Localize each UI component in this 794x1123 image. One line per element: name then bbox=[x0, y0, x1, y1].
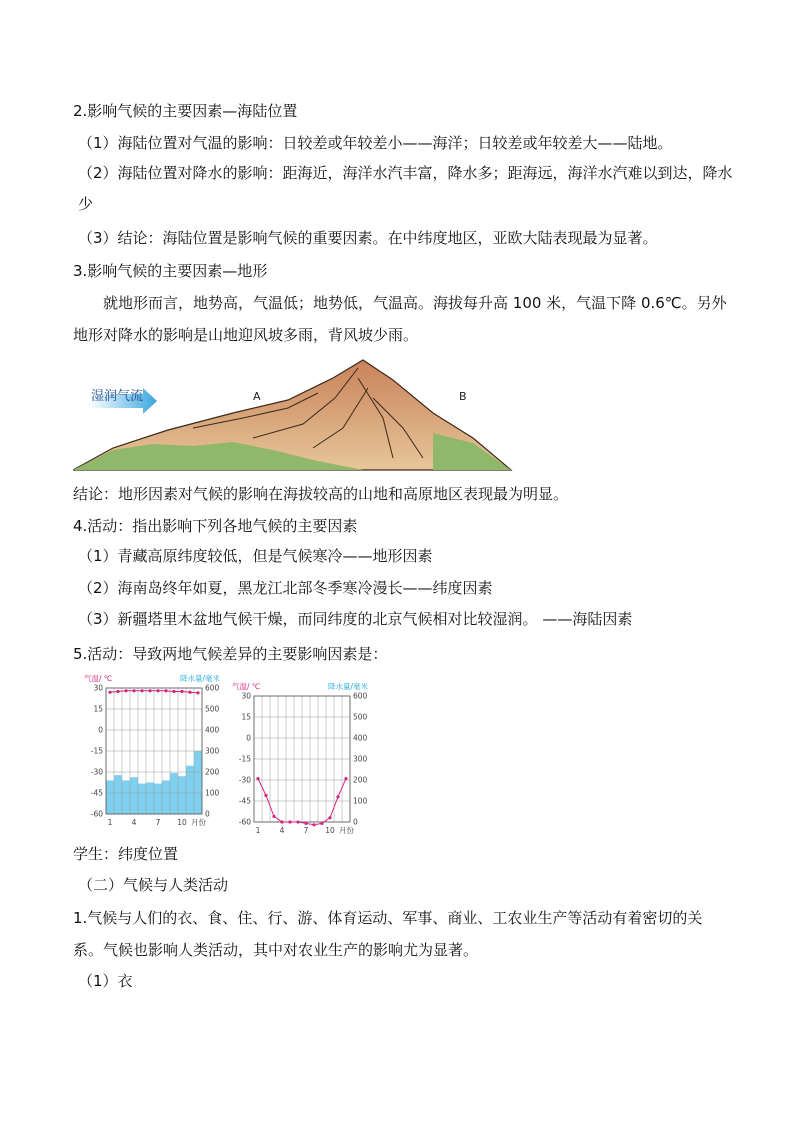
precip-tick-label: 600 bbox=[205, 683, 220, 693]
terrain-conclusion: 结论：地形因素对气候的影响在海拔较高的山地和高原地区表现最为明显。 bbox=[73, 485, 569, 503]
temp-point-12 bbox=[196, 691, 199, 694]
temp-tick-label: 15 bbox=[241, 712, 251, 722]
temp-point-5 bbox=[288, 820, 291, 823]
temp-axis-title: 气温/ ℃ bbox=[84, 674, 113, 683]
temp-tick-label: -30 bbox=[90, 767, 103, 777]
temp-point-3 bbox=[272, 815, 275, 818]
climate-chart-polar bbox=[232, 680, 372, 835]
temp-tick-label: -45 bbox=[90, 788, 103, 798]
paragraph-terrain: 就地形而言，地势高，气温低；地势低，气温高。海拔每升高 100 米，气温下降 0.6℃。另外地形对降水的影响是山地迎风坡多雨，背风坡少雨。 bbox=[73, 294, 727, 344]
precip-tick-label: 0 bbox=[353, 817, 358, 827]
temp-point-10 bbox=[180, 690, 183, 693]
month-tick-label: 7 bbox=[303, 826, 309, 835]
precip-tick-label: 200 bbox=[353, 775, 368, 785]
temp-point-8 bbox=[164, 689, 167, 692]
temp-point-1 bbox=[108, 691, 111, 694]
precip-bar-9 bbox=[170, 773, 178, 814]
item-clothing: （1）衣 bbox=[78, 972, 133, 990]
precip-tick-label: 500 bbox=[205, 704, 220, 714]
temp-point-1 bbox=[256, 777, 259, 780]
heading-terrain: 3.影响气候的主要因素—地形 bbox=[73, 262, 268, 280]
temp-point-12 bbox=[344, 777, 347, 780]
humid-airflow-label: 湿润气流 bbox=[91, 389, 144, 404]
precip-axis-title: 降水量/毫米 bbox=[328, 682, 369, 691]
item-temperature-effect: （1）海陆位置对气温的影响：日较差或年较差小——海洋；日较差或年较差大——陆地。 bbox=[78, 134, 673, 152]
point-b-label: B bbox=[459, 390, 467, 403]
precip-axis-title: 降水量/毫米 bbox=[180, 674, 221, 683]
point-a-label: A bbox=[253, 390, 261, 403]
month-tick-label: 1 bbox=[107, 818, 113, 827]
precip-tick-label: 400 bbox=[205, 725, 220, 735]
precip-tick-label: 100 bbox=[205, 788, 220, 798]
precip-bar-4 bbox=[130, 777, 138, 814]
precip-bar-10 bbox=[178, 776, 186, 814]
temp-tick-label: -15 bbox=[90, 746, 103, 756]
climate-chart-tropical bbox=[84, 672, 224, 832]
activity4-item1: （1）青藏高原纬度较低，但是气候寒冷——地形因素 bbox=[78, 547, 433, 565]
temp-point-4 bbox=[280, 820, 283, 823]
temp-point-10 bbox=[328, 816, 331, 819]
precip-tick-label: 400 bbox=[353, 733, 368, 743]
heading-activity5: 5.活动：导致两地气候差异的主要影响因素是： bbox=[73, 645, 388, 663]
temp-point-7 bbox=[156, 689, 159, 692]
month-tick-label: 7 bbox=[155, 818, 161, 827]
temp-point-4 bbox=[132, 689, 135, 692]
precip-bar-12 bbox=[194, 751, 202, 814]
temp-tick-label: 0 bbox=[246, 733, 251, 743]
precip-bar-3 bbox=[122, 780, 130, 814]
temp-tick-label: -45 bbox=[238, 796, 251, 806]
temp-point-6 bbox=[296, 820, 299, 823]
temp-axis-title: 气温/ ℃ bbox=[232, 682, 261, 691]
precip-bar-7 bbox=[154, 784, 162, 814]
temp-tick-label: -60 bbox=[90, 809, 103, 819]
student-answer: 学生：纬度位置 bbox=[73, 845, 179, 863]
month-axis-title: 月份 bbox=[191, 818, 206, 827]
temp-tick-label: 0 bbox=[98, 725, 103, 735]
temp-point-9 bbox=[172, 690, 175, 693]
precip-tick-label: 300 bbox=[205, 746, 220, 756]
precip-bar-2 bbox=[114, 775, 122, 814]
temp-point-2 bbox=[264, 794, 267, 797]
month-tick-label: 1 bbox=[255, 826, 261, 835]
heading-activity4: 4.活动：指出影响下列各地气候的主要因素 bbox=[73, 517, 358, 535]
activity4-item3: （3）新疆塔里木盆地气候干燥，而同纬度的北京气候相对比较湿润。 ——海陆因素 bbox=[78, 610, 633, 628]
precip-tick-label: 300 bbox=[353, 754, 368, 764]
climate-human-paragraph: 1.气候与人们的衣、食、住、行、游、体育运动、军事、商业、工农业生产等活动有着密切的关系。气候也影响人类活动，其中对农业生产的影响尤为显著。 bbox=[73, 909, 703, 959]
temp-tick-label: 30 bbox=[93, 683, 103, 693]
temp-point-9 bbox=[320, 822, 323, 825]
temp-point-11 bbox=[336, 795, 339, 798]
temp-tick-label: 15 bbox=[93, 704, 103, 714]
month-tick-label: 10 bbox=[177, 818, 187, 827]
temp-point-3 bbox=[124, 689, 127, 692]
precip-bar-8 bbox=[162, 780, 170, 814]
heading-climate-human: （二）气候与人类活动 bbox=[78, 876, 229, 894]
activity4-item2: （2）海南岛终年如夏，黑龙江北部冬季寒冷漫长——纬度因素 bbox=[78, 579, 493, 597]
temp-point-8 bbox=[312, 823, 315, 826]
precip-tick-label: 600 bbox=[353, 691, 368, 701]
temp-point-6 bbox=[148, 689, 151, 692]
month-tick-label: 4 bbox=[279, 826, 285, 835]
temp-tick-label: 30 bbox=[241, 691, 251, 701]
precip-bar-1 bbox=[106, 780, 114, 814]
temp-point-7 bbox=[304, 822, 307, 825]
temp-point-11 bbox=[188, 691, 191, 694]
month-tick-label: 4 bbox=[131, 818, 137, 827]
precip-tick-label: 100 bbox=[353, 796, 368, 806]
item-precipitation-effect: （2）海陆位置对降水的影响：距海近，海洋水汽丰富，降水多；距海远，海洋水汽难以到达，降水少 bbox=[78, 164, 733, 213]
heading-maritime: 2.影响气候的主要因素—海陆位置 bbox=[73, 102, 298, 120]
precip-bar-6 bbox=[146, 783, 154, 815]
precip-bar-11 bbox=[186, 766, 194, 814]
temp-point-5 bbox=[140, 689, 143, 692]
item-conclusion: （3）结论：海陆位置是影响气候的重要因素。在中纬度地区，亚欧大陆表现最为显著。 bbox=[78, 229, 658, 247]
temp-point-2 bbox=[116, 690, 119, 693]
precip-tick-label: 0 bbox=[205, 809, 210, 819]
precip-tick-label: 200 bbox=[205, 767, 220, 777]
temp-tick-label: -60 bbox=[238, 817, 251, 827]
precip-tick-label: 500 bbox=[353, 712, 368, 722]
temp-tick-label: -30 bbox=[238, 775, 251, 785]
month-axis-title: 月份 bbox=[339, 826, 354, 835]
mountain-figure bbox=[73, 358, 513, 472]
temp-tick-label: -15 bbox=[238, 754, 251, 764]
month-tick-label: 10 bbox=[325, 826, 335, 835]
precip-bar-5 bbox=[138, 784, 146, 814]
